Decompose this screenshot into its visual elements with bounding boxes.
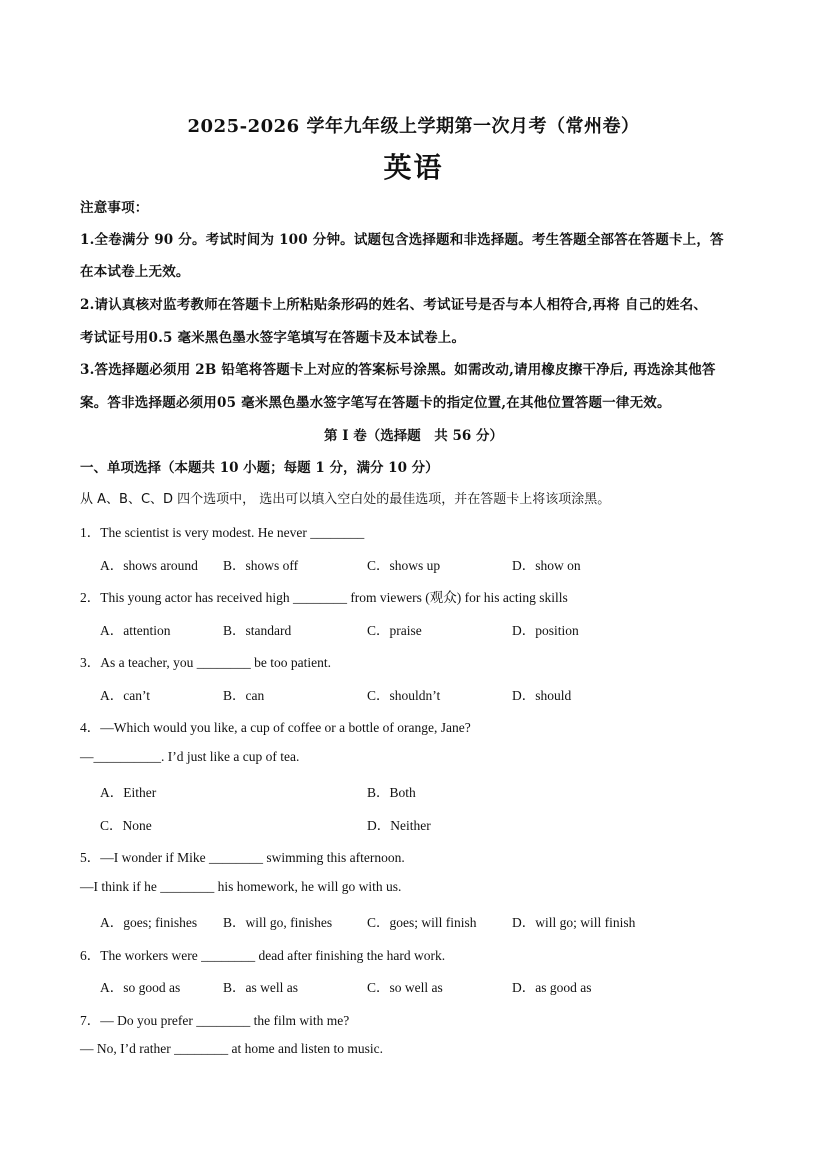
question-2-option-a: A．attention [100,623,171,638]
question-3-option-b: B．can [223,688,265,703]
question-2-stem: 2．This young actor has received high ________ from viewers (观众) for his acting skills [80,590,568,605]
question-1-option-a: A．shows around [100,558,198,573]
question-2-option-b: B．standard [223,623,292,638]
question-1-stem: 1．The scientist is very modest. He never ________ [80,525,365,540]
question-6-option-b: B．as well as [223,980,298,995]
section-instruction: 从 A、B、C、D 四个选项中， 选出可以填入空白处的最佳选项，并在答题卡上将该项涂黑。 [80,492,611,507]
question-3-option-c: C．shouldn’t [367,688,441,703]
question-1-option-d: D．show on [512,558,581,573]
notice-line-6: 案。答非选择题必须用05 毫米黑色墨水签字笔写在答题卡的指定位置,在其他位置答题一律无效。 [80,395,671,411]
notice-line-1: 1.全卷满分 90 分。考试时间为 100 分钟。试题包含选择题和非选择题。考生答题全部答在答题卡上，答 [80,232,724,248]
notice-line-5: 3.答选择题必须用 2B 铅笔将答题卡上对应的答案标号涂黑。如需改动,请用橡皮擦干净后, 再选涂其他答 [80,362,716,378]
question-5-option-d: D．will go; will finish [512,915,636,930]
question-4-stem: 4．—Which would you like, a cup of coffee or a bottle of orange, Jane? [80,720,471,735]
question-6-stem: 6．The workers were ________ dead after finishing the hard work. [80,948,446,963]
question-1-option-c: C．shows up [367,558,441,573]
part1-heading: 第 I 卷（选择题 共 56 分） [324,428,503,444]
question-5-option-b: B．will go, finishes [223,915,333,930]
subject-title: 英语 [383,151,444,184]
question-3-option-a: A．can’t [100,688,150,703]
question-6-option-d: D．as good as [512,980,592,995]
question-4-option-a: A．Either [100,785,157,800]
notice-line-2: 在本试卷上无效。 [80,264,190,280]
question-1-option-b: B．shows off [223,558,299,573]
notice-line-3: 2.请认真核对监考教师在答题卡上所粘贴条形码的姓名、考试证号是否与本人相符合,再将 自己的姓名、 [80,297,708,313]
question-6-option-a: A．so good as [100,980,181,995]
notice-line-4: 考试证号用0.5 毫米黑色墨水签字笔填写在答题卡及本试卷上。 [80,330,466,346]
question-4-option-b: B．Both [367,785,416,800]
question-4-option-d: D．Neither [367,818,431,833]
question-2-option-d: D．position [512,623,579,638]
question-6-option-c: C．so well as [367,980,443,995]
question-4-option-c: C．None [100,818,152,833]
question-5-stem-reply: —I think if he ________ his homework, he will go with us. [80,879,402,894]
section-heading: 一、单项选择（本题共 10 小题；每题 1 分，满分 10 分） [80,460,439,476]
question-5-option-c: C．goes; will finish [367,915,477,930]
question-5-stem: 5．—I wonder if Mike ________ swimming this afternoon. [80,850,405,865]
question-4-stem-reply: —__________. I’d just like a cup of tea. [80,749,300,764]
notice-heading: 注意事项： [80,200,149,216]
exam-title: 2025-2026 学年九年级上学期第一次月考（常州卷） [187,116,640,137]
question-2-option-c: C．praise [367,623,422,638]
question-3-stem: 3．As a teacher, you ________ be too patient. [80,655,332,670]
question-7-stem-reply: — No, I’d rather ________ at home and listen to music. [80,1041,383,1056]
question-7-stem: 7．— Do you prefer ________ the film with me? [80,1013,350,1028]
question-5-option-a: A．goes; finishes [100,915,198,930]
question-3-option-d: D．should [512,688,572,703]
